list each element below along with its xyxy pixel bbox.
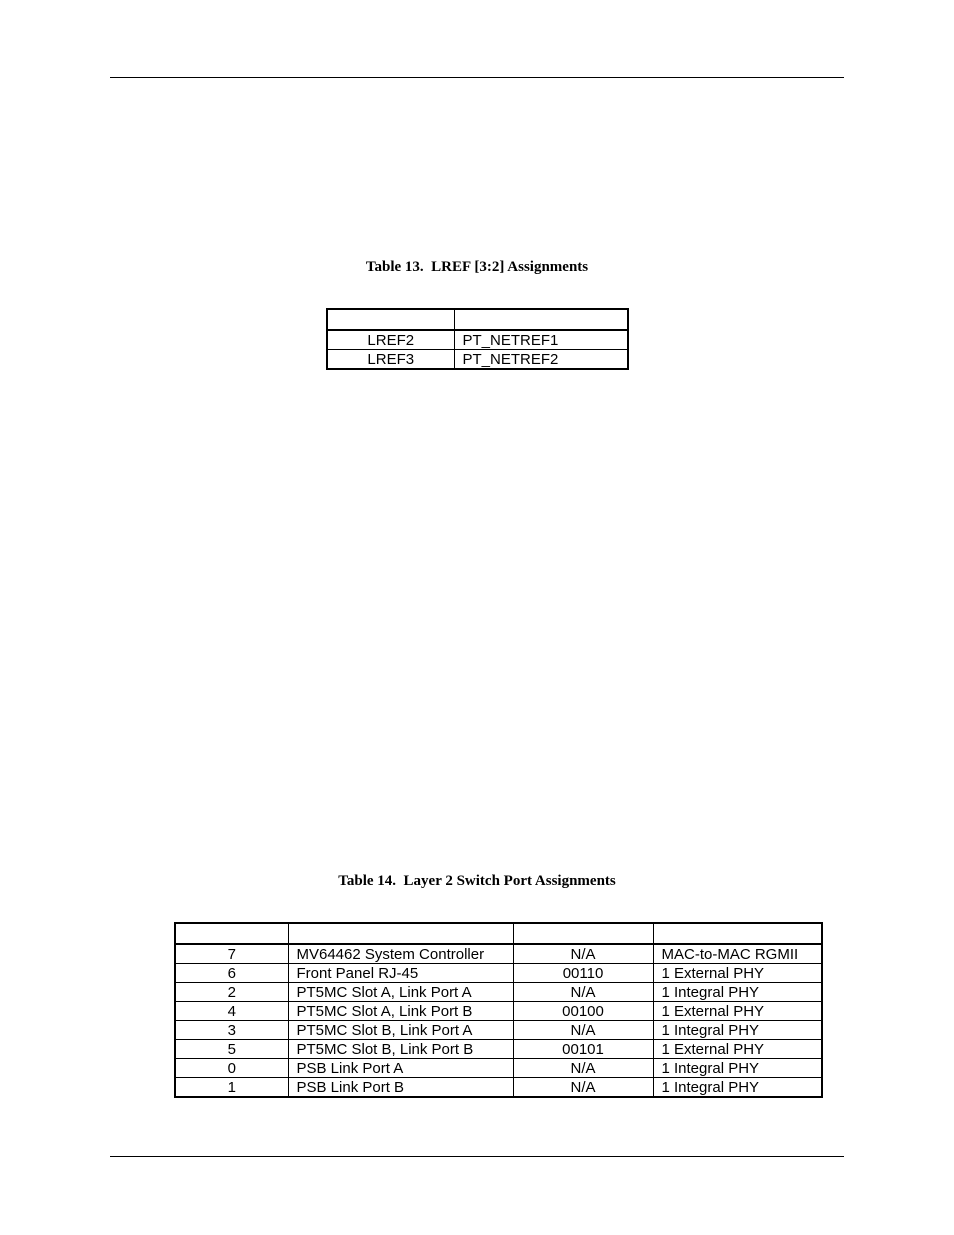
interface-cell: 1 Integral PHY: [653, 983, 822, 1002]
column-header: [454, 309, 628, 330]
interface-cell: 1 Integral PHY: [653, 1078, 822, 1098]
table-row: [175, 983, 822, 1002]
interface-cell: MAC-to-MAC RGMII: [653, 944, 822, 964]
interface-cell: 1 External PHY: [653, 1002, 822, 1021]
table-13-caption: Table 13. LREF [3:2] Assignments: [365, 259, 589, 275]
phy-address-cell: 00100: [513, 1002, 653, 1021]
table-row: [175, 1021, 822, 1040]
table-row: [175, 1040, 822, 1059]
interface-cell: 1 Integral PHY: [653, 1021, 822, 1040]
netref-cell: PT_NETREF1: [454, 330, 628, 350]
table-row: [175, 1002, 822, 1021]
lref-cell: LREF2: [327, 330, 454, 350]
header-rule: [110, 77, 844, 78]
port-cell: 2: [175, 983, 288, 1002]
column-header: [513, 923, 653, 944]
lref-cell: LREF3: [327, 350, 454, 370]
connection-cell: Front Panel RJ-45: [288, 964, 513, 983]
interface-cell: 1 External PHY: [653, 964, 822, 983]
connection-cell: PT5MC Slot B, Link Port A: [288, 1021, 513, 1040]
table-row: [327, 330, 628, 350]
switch-port-assignments-table: [174, 922, 823, 1098]
connection-cell: MV64462 System Controller: [288, 944, 513, 964]
connection-cell: PSB Link Port A: [288, 1059, 513, 1078]
phy-address-cell: N/A: [513, 983, 653, 1002]
phy-address-cell: N/A: [513, 1078, 653, 1098]
column-header: [327, 309, 454, 330]
port-cell: 0: [175, 1059, 288, 1078]
phy-address-cell: 00110: [513, 964, 653, 983]
table-header-row: [327, 309, 628, 330]
connection-cell: PT5MC Slot A, Link Port A: [288, 983, 513, 1002]
connection-cell: PSB Link Port B: [288, 1078, 513, 1098]
phy-address-cell: 00101: [513, 1040, 653, 1059]
port-cell: 6: [175, 964, 288, 983]
port-cell: 7: [175, 944, 288, 964]
port-cell: 1: [175, 1078, 288, 1098]
column-header: [175, 923, 288, 944]
netref-cell: PT_NETREF2: [454, 350, 628, 370]
interface-cell: 1 External PHY: [653, 1040, 822, 1059]
column-header: [288, 923, 513, 944]
table-row: [327, 350, 628, 370]
table-row: [175, 964, 822, 983]
table-14-caption: Table 14. Layer 2 Switch Port Assignments: [338, 873, 616, 889]
phy-address-cell: N/A: [513, 1059, 653, 1078]
table-row: [175, 1059, 822, 1078]
phy-address-cell: N/A: [513, 944, 653, 964]
column-header: [653, 923, 822, 944]
table-row: [175, 944, 822, 964]
lref-assignments-table: [326, 308, 629, 370]
connection-cell: PT5MC Slot A, Link Port B: [288, 1002, 513, 1021]
footer-rule: [110, 1156, 844, 1157]
interface-cell: 1 Integral PHY: [653, 1059, 822, 1078]
port-cell: 4: [175, 1002, 288, 1021]
port-cell: 3: [175, 1021, 288, 1040]
table-row: [175, 1078, 822, 1098]
table-header-row: [175, 923, 822, 944]
port-cell: 5: [175, 1040, 288, 1059]
phy-address-cell: N/A: [513, 1021, 653, 1040]
connection-cell: PT5MC Slot B, Link Port B: [288, 1040, 513, 1059]
